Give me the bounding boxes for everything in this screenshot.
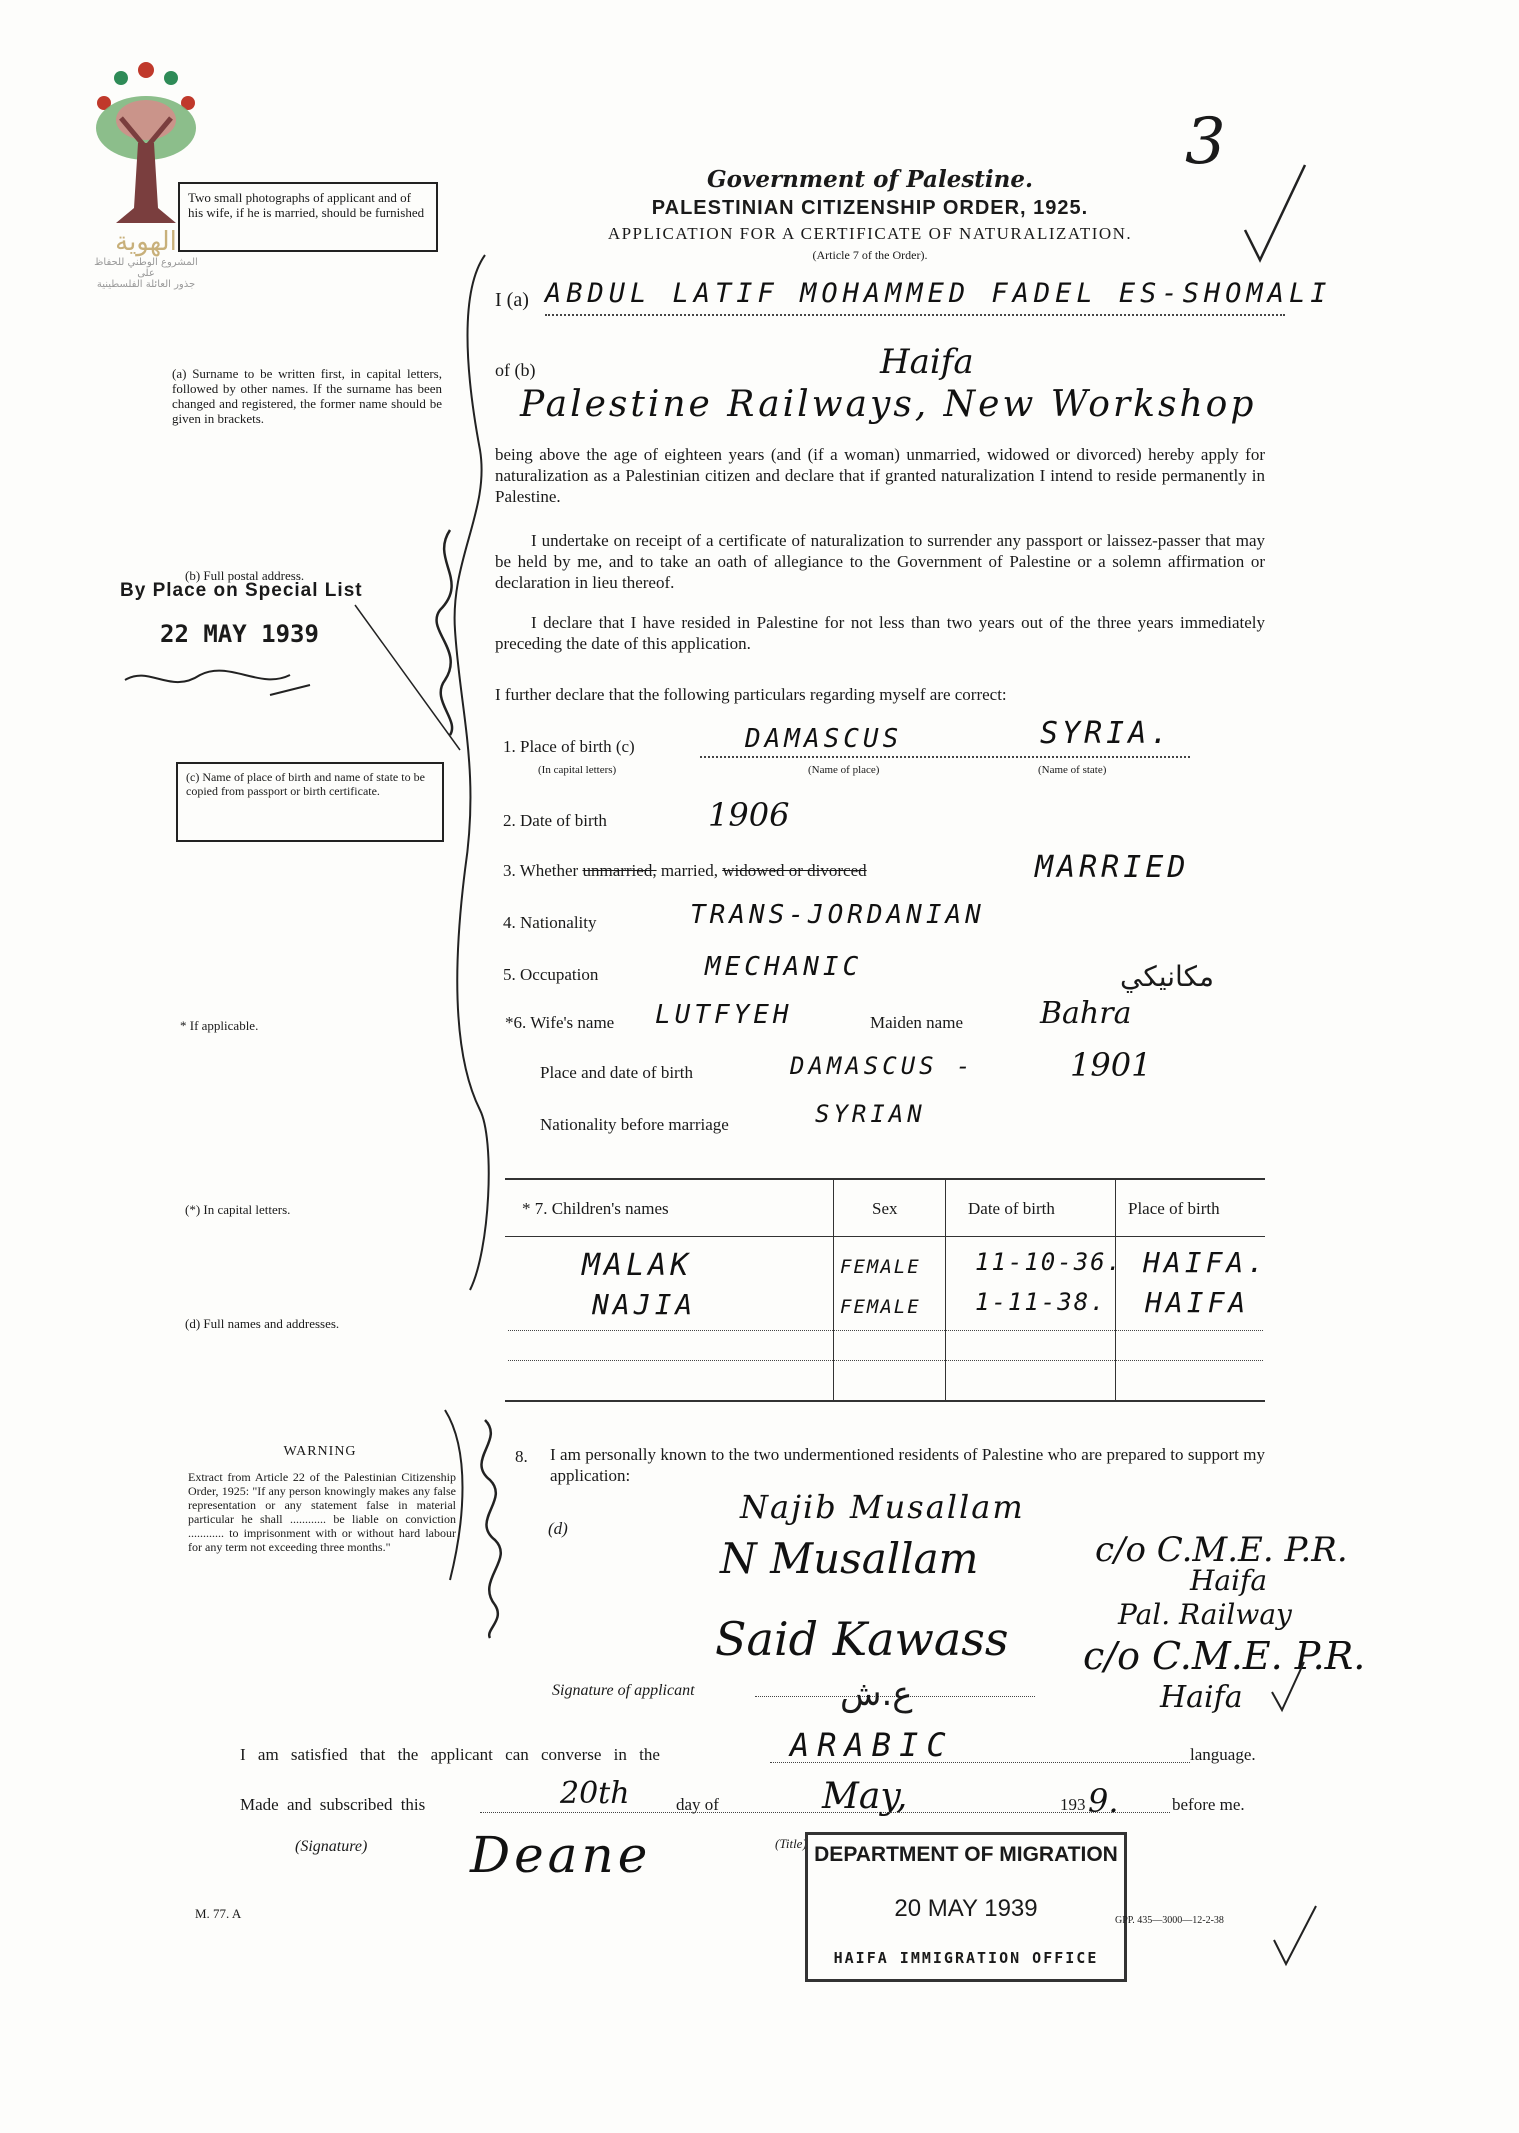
check-mark-3-icon [1270, 1900, 1320, 1970]
note-capital: (*) In capital letters. [185, 1202, 291, 1217]
applicant-name: ABDUL LATIF MOHAMMED FADEL ES-SHOMALI [545, 278, 1332, 309]
referee-1-city: Haifa [1190, 1564, 1268, 1597]
logo-caption-line2: جذور العائلة الفلسطينية [96, 279, 196, 290]
applicant-signature-label: Signature of applicant [552, 1682, 695, 1699]
title-label: (Title) [775, 1836, 807, 1851]
wife-pob-label: Place and date of birth [540, 1063, 693, 1082]
vertical-initials-icon [455, 1410, 525, 1640]
dob-label: 2. Date of birth [503, 811, 607, 830]
table-col-1 [833, 1180, 834, 1400]
margin-note-b: (b) Full postal address. [185, 568, 305, 583]
child-2-dob: 1-11-38. [975, 1288, 1107, 1316]
referee-1-signature: N Musallam [720, 1534, 979, 1583]
logo-caption-line1: المشروع الوطني للحفاظ على [94, 257, 198, 279]
day: 20th [560, 1776, 630, 1811]
officer-signature: Deane [470, 1826, 652, 1884]
satisfied-pre: I am satisfied that the applicant can converse in the [240, 1745, 660, 1764]
referees-number: 8. [515, 1447, 528, 1466]
made-pre: Made and subscribed this [240, 1795, 426, 1814]
marital-prefix: 3. Whether [503, 861, 579, 880]
children-header-dob: Date of birth [968, 1199, 1055, 1218]
stamp-date: 20 MAY 1939 [894, 1895, 1038, 1922]
form-header [540, 166, 1200, 263]
referees-text: I am personally known to the two undermentioned residents of Palestine who are prepared to support my application: [550, 1445, 1265, 1485]
wife-name-label: *6. Wife's name [505, 1013, 615, 1032]
occupation-arabic: مكانيكي [1120, 960, 1215, 993]
table-dots-1 [508, 1330, 1263, 1331]
made-dots [480, 1812, 1170, 1813]
paragraph-1: being above the age of eighteen years (and (if a woman) unmarried, widowed or divorced) hereby apply for naturalization as a Palestinian citizen and declare that if granted naturalization I intend to reside permanently in Palestine. [495, 445, 1265, 506]
check-mark-icon [1240, 160, 1310, 270]
referee-2-address-2: c/o C.M.E. P.R. [1083, 1634, 1366, 1678]
wife-pob: DAMASCUS - [790, 1052, 975, 1080]
place-of-birth: DAMASCUS [745, 724, 903, 754]
child-2-pob: HAIFA [1145, 1286, 1250, 1319]
gov-title: Government of Palestine. [706, 166, 1033, 193]
warning-title: WARNING [283, 1444, 357, 1459]
date-of-birth: 1906 [708, 796, 790, 834]
logo-caption-arabic: الهوية [115, 227, 177, 257]
capital-letters-caption: (In capital letters) [538, 764, 617, 776]
special-list-date: 22 MAY 1939 [160, 620, 319, 648]
note-d: (d) Full names and addresses. [185, 1316, 340, 1331]
child-1-sex: FEMALE [840, 1256, 921, 1278]
nationality-label: 4. Nationality [503, 913, 597, 932]
marital-struck-2: widowed or divorced [722, 861, 867, 880]
page-mark: 3 [1185, 105, 1226, 179]
maiden-name: Bahra [1040, 996, 1132, 1031]
nationality: TRANS-JORDANIAN [690, 900, 985, 930]
table-top-rule [505, 1178, 1265, 1180]
referee-2-address-1: Pal. Railway [1118, 1598, 1292, 1631]
month: May, [822, 1776, 908, 1817]
printer-code: GPP. 435—3000—12-2-38 [1115, 1915, 1224, 1926]
check-mark-2-icon [1268, 1656, 1308, 1716]
article-ref: (Article 7 of the Order). [812, 248, 928, 262]
special-list-stamp: By Place on Special List [120, 580, 363, 601]
child-1-pob: HAIFA. [1143, 1246, 1269, 1279]
margin-note-c: (c) Name of place of birth and name of state to be copied from passport or birth certificate. [186, 770, 425, 798]
referee-1-name: Najib Musallam [740, 1488, 1025, 1526]
child-1-dob: 11-10-36. [975, 1248, 1124, 1276]
order-title: PALESTINIAN CITIZENSHIP ORDER, 1925. [651, 197, 1089, 219]
satisfied-post: language. [1190, 1745, 1256, 1764]
referees-d: (d) [548, 1519, 568, 1538]
table-dots-2 [508, 1360, 1263, 1361]
before-me: before me. [1172, 1795, 1245, 1814]
paragraph-4: I further declare that the following particulars regarding myself are correct: [495, 685, 1007, 704]
child-2-name: NAJIA [592, 1288, 697, 1321]
wife-year: 1901 [1070, 1046, 1152, 1084]
state-of-birth: SYRIA. [1040, 716, 1173, 751]
applicant-prefix: I (a) [495, 289, 529, 311]
form-number: M. 77. A [195, 1906, 242, 1921]
children-header-sex: Sex [872, 1199, 898, 1218]
pob-dots [700, 756, 1190, 758]
applicant-signature: ع.ش [840, 1674, 913, 1714]
children-header-pob: Place of birth [1128, 1199, 1220, 1218]
margin-note-a: (a) Surname to be written first, in capital letters, followed by other names. If the surname has been changed and registered, the former name should be given in brackets. [172, 366, 442, 426]
year-prefix: 193 [1060, 1795, 1086, 1814]
state-caption: (Name of state) [1038, 764, 1107, 776]
marital-struck-1: unmarried, [582, 861, 657, 880]
marital-status: MARRIED [1035, 850, 1190, 885]
year-digit: 9. [1088, 1782, 1119, 1820]
child-2-sex: FEMALE [840, 1296, 921, 1318]
child-1-name: MALAK [582, 1248, 693, 1283]
stamp-line3: HAIFA IMMIGRATION OFFICE [833, 1949, 1099, 1967]
address-line1: Haifa [880, 342, 974, 382]
occupation-label: 5. Occupation [503, 965, 599, 984]
place-caption: (Name of place) [808, 764, 880, 776]
marital-mid: married, [660, 861, 718, 880]
signature-label: (Signature) [295, 1838, 368, 1855]
wife-nationality: SYRIAN [815, 1100, 926, 1128]
table-header-rule [505, 1236, 1265, 1237]
children-header-names: * 7. Children's names [522, 1199, 669, 1218]
name-dotted-line [545, 314, 1285, 316]
paragraph-2: I undertake on receipt of a certificate of naturalization to surrender any passport or laissez-passer that may be held by me, and to take an oath of allegiance to the Government of Palestine or a solemn affirmation or declaration in lieu thereof. [495, 531, 1265, 592]
margin-note-c-box [176, 762, 444, 842]
note-if-applicable: * If applicable. [180, 1018, 259, 1033]
address-line2: Palestine Railways, New Workshop [520, 384, 1257, 425]
language: ARABIC [790, 1726, 954, 1764]
photo-note: Two small photographs of applicant and of his wife, if he is married, should be furnished [188, 190, 425, 220]
maiden-name-label: Maiden name [870, 1013, 963, 1032]
initials-scribble-icon [120, 655, 320, 705]
language-dots [770, 1762, 1190, 1763]
stamp-line1: DEPARTMENT OF MIGRATION [814, 1843, 1118, 1866]
migration-stamp [805, 1832, 1127, 1982]
table-bottom-rule [505, 1400, 1265, 1402]
warning-text: Extract from Article 22 of the Palestinian Citizenship Order, 1925: "If any person knowingly makes any false representation or any statement false in material particular he shall ............ be liable on conviction ............ to imprisonment with or without hard labour for any term not exceeding three months." [188, 1470, 456, 1554]
place-of-birth-label: 1. Place of birth (c) [503, 737, 635, 756]
wife-nationality-label: Nationality before marriage [540, 1115, 729, 1134]
pen-stroke-icon [350, 600, 470, 760]
table-col-2 [945, 1180, 946, 1400]
marital-label [503, 860, 867, 881]
application-title: APPLICATION FOR A CERTIFICATE OF NATURALIZATION. [607, 224, 1133, 243]
day-label: day of [676, 1795, 719, 1814]
referee-2-city: Haifa [1160, 1680, 1243, 1715]
occupation: MECHANIC [705, 952, 863, 982]
photo-note-box [178, 182, 438, 252]
referee-1-address: c/o C.M.E. P.R. [1095, 1530, 1348, 1570]
address-prefix: of (b) [495, 360, 536, 380]
paragraph-3: I declare that I have resided in Palestine for not less than two years out of the three years immediately preceding the date of this application. [495, 613, 1265, 653]
wife-name: LUTFYEH [655, 1000, 793, 1030]
referee-2-signature: Said Kawass [715, 1612, 1009, 1666]
table-col-3 [1115, 1180, 1116, 1400]
